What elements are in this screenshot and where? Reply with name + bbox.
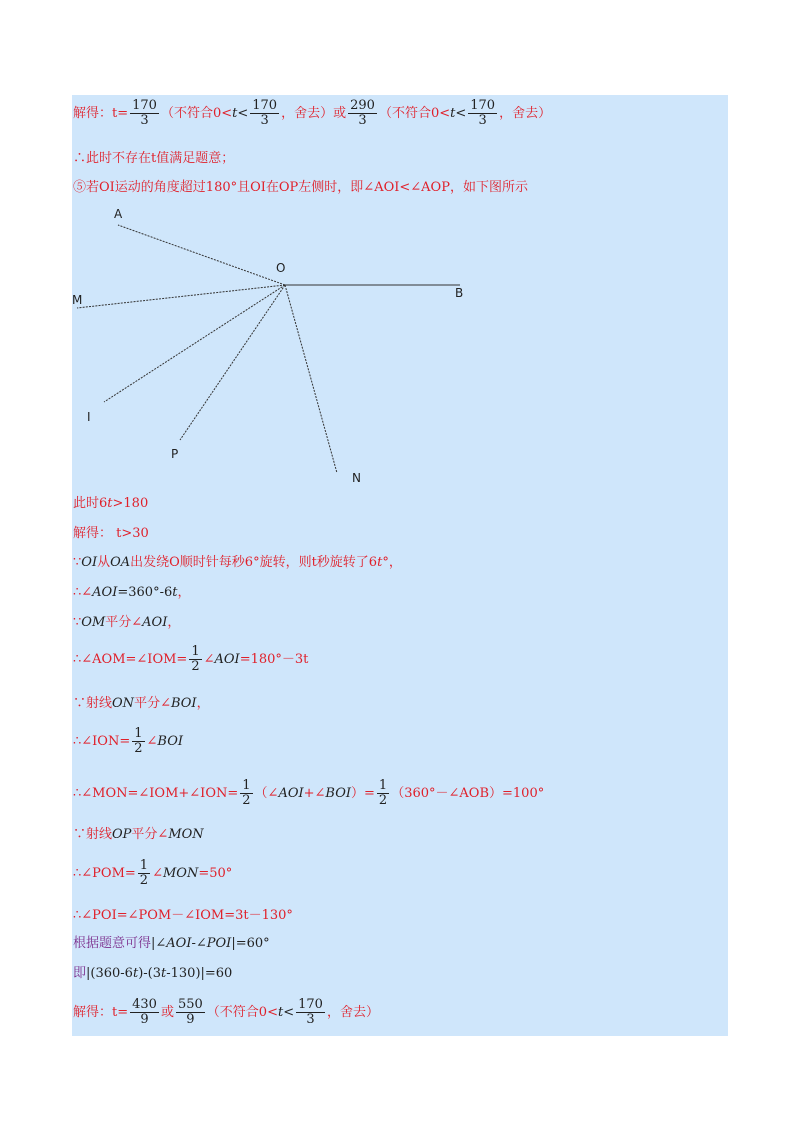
fraction: $\frac{1}{2}$ (134, 726, 143, 756)
fraction: $\frac{170}{3}$ (298, 997, 323, 1027)
condition-text: （不符合0< (378, 106, 451, 121)
point-label-m: M (72, 293, 83, 307)
solution-line-4: 此时6t>180 (73, 496, 149, 511)
solution-line-8: ∵OM平分∠AOI， (73, 615, 181, 630)
point-label-n: N (352, 471, 361, 485)
fraction: $\frac{290}{3}$ (350, 98, 375, 128)
fraction: $\frac{1}{2}$ (191, 644, 200, 674)
solution-line-10: ∵射线ON平分∠BOI， (73, 696, 210, 711)
fraction: $\frac{1}{2}$ (378, 778, 388, 808)
solution-line-11: ∴∠ION= $\frac{1}{2}$ ∠BOI (73, 726, 184, 756)
fraction: $\frac{550}{9}$ (177, 997, 203, 1027)
ray-on (285, 285, 337, 473)
solution-line-2: ∴此时不存在t值满足题意； (73, 151, 235, 166)
ray-om (77, 285, 285, 308)
point-label-p: P (171, 447, 179, 461)
fraction: $\frac{170}{3}$ (470, 98, 496, 128)
solution-line-14: ∴∠POM= $\frac{1}{2}$ ∠MON=50° (73, 858, 233, 888)
point-label-a: A (114, 207, 123, 221)
solution-line-12: ∴∠MON=∠IOM+∠ION= $\frac{1}{2}$ （∠AOI+∠BOI）= $\frac{1}{2}$ （360°－∠AOB）=100° (73, 778, 545, 808)
fraction: $\frac{1}{2}$ (139, 858, 149, 888)
solution-line-5: 解得： t>30 (73, 526, 149, 541)
fraction: $\frac{430}{9}$ (132, 997, 157, 1027)
solution-line-9: ∴∠AOM=∠IOM= $\frac{1}{2}$ ∠AOI=180°－3t (73, 644, 309, 674)
condition-text: ，舍去） (499, 106, 552, 121)
point-label-b: B (455, 286, 464, 300)
ray-oa (118, 225, 285, 285)
angle-diagram (72, 200, 492, 490)
fraction: $\frac{1}{2}$ (242, 778, 251, 808)
answer-prefix: 解得：t= (73, 106, 129, 121)
fraction: $\frac{170}{3}$ (252, 98, 278, 128)
solution-line-1: 解得：t= $\frac{170}{3}$ （不符合0<t< $\frac{170}{3}$ ，舍去）或 $\frac{290}{3}$ （不符合0<t< $\frac{170}{3}$ ，舍去） (73, 98, 552, 128)
ray-op (180, 285, 285, 440)
solution-line-15: ∴∠POI=∠POM－∠IOM=3t－130° (73, 908, 293, 923)
point-label-o: O (276, 261, 286, 275)
fraction: $\frac{170}{3}$ (132, 98, 157, 128)
solution-line-7: ∴∠AOI=360°-6t， (73, 585, 191, 600)
point-label-i: I (87, 410, 91, 424)
case-5-statement: ⑤若OI运动的角度超过180°且OI在OP左侧时，即∠AOI<∠AOP，如下图所示 (73, 180, 528, 195)
condition-text: ，舍去）或 (281, 106, 347, 121)
ray-oi (104, 285, 285, 402)
solution-line-18: 解得：t= $\frac{430}{9}$ 或 $\frac{550}{9}$ （不符合0<t< $\frac{170}{3}$ ，舍去） (73, 997, 379, 1027)
condition-text: （不符合0< (160, 106, 233, 121)
solution-line-13: ∵射线OP平分∠MON (73, 827, 204, 842)
solution-line-17: 即|(360-6t)-(3t-130)|=60 (73, 966, 233, 981)
solution-line-16: 根据题意可得|∠AOI-∠POI|=60° (73, 936, 270, 951)
solution-line-6: ∵OI从OA出发绕O顺时针每秒6°旋转，则t秒旋转了6t°， (73, 555, 402, 570)
